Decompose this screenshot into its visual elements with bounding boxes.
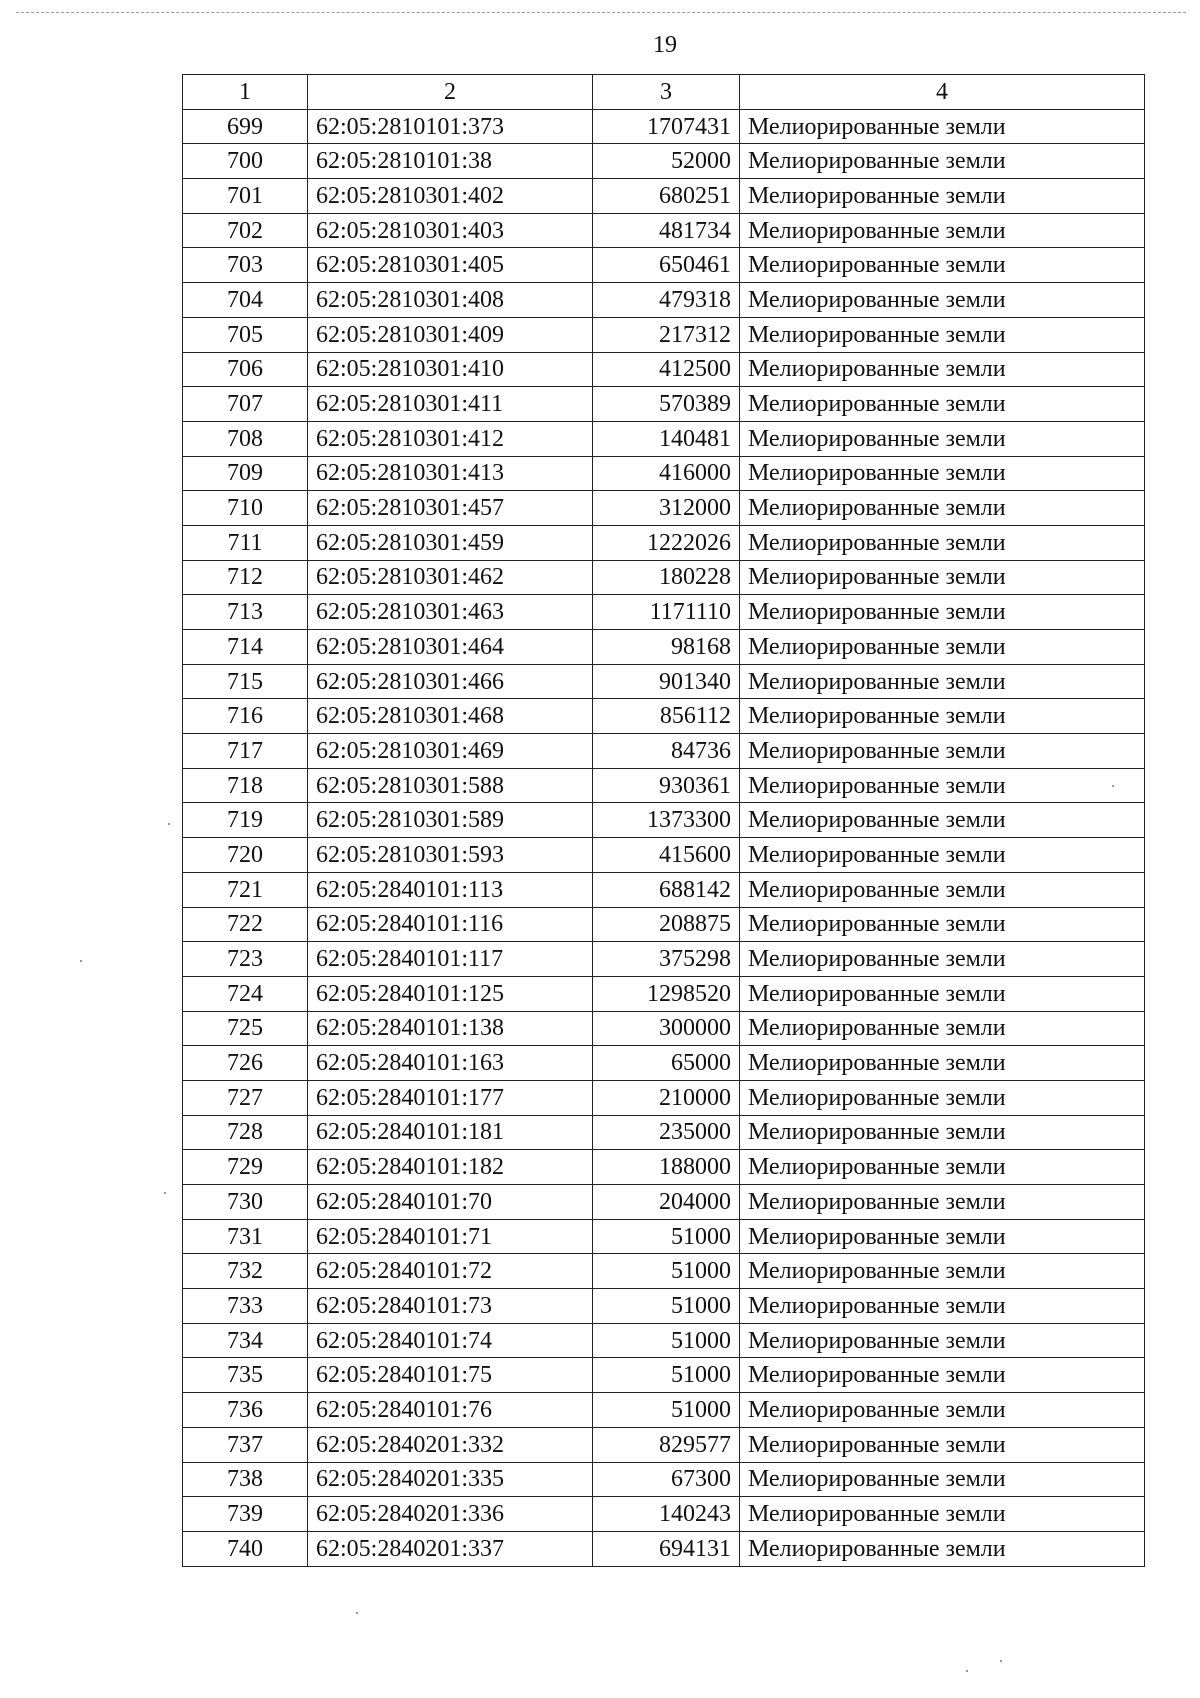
table-cell-col-4: Мелиорированные земли (740, 630, 1145, 665)
table-row (183, 1497, 1145, 1532)
table-cell-col-3: 688142 (593, 872, 740, 907)
table-cell-col-3: 67300 (593, 1462, 740, 1497)
table-cell-col-1: 727 (183, 1080, 308, 1115)
table-cell-col-1: 703 (183, 248, 308, 283)
table-cell-col-3: 312000 (593, 491, 740, 526)
table-cell-col-4: Мелиорированные земли (740, 109, 1145, 144)
table-row (183, 213, 1145, 248)
table-row (183, 1323, 1145, 1358)
table-cell-col-3: 98168 (593, 630, 740, 665)
table-cell-col-1: 739 (183, 1497, 308, 1532)
table-cell-col-3: 84736 (593, 734, 740, 769)
table-cell-col-4: Мелиорированные земли (740, 387, 1145, 422)
table-cell-col-3: 51000 (593, 1219, 740, 1254)
table-cell-col-3: 51000 (593, 1358, 740, 1393)
table-cell-col-2: 62:05:2840101:113 (308, 872, 593, 907)
header-col-4: 4 (740, 75, 1145, 110)
table-cell-col-4: Мелиорированные земли (740, 664, 1145, 699)
table-cell-col-1: 715 (183, 664, 308, 699)
table-row (183, 976, 1145, 1011)
table-cell-col-2: 62:05:2840101:74 (308, 1323, 593, 1358)
table-cell-col-1: 723 (183, 942, 308, 977)
table-cell-col-2: 62:05:2810301:469 (308, 734, 593, 769)
table-cell-col-2: 62:05:2810301:403 (308, 213, 593, 248)
table-cell-col-3: 1707431 (593, 109, 740, 144)
scan-speck (1000, 1660, 1002, 1662)
table-cell-col-1: 712 (183, 560, 308, 595)
table-cell-col-2: 62:05:2840101:182 (308, 1150, 593, 1185)
table-cell-col-2: 62:05:2840101:116 (308, 907, 593, 942)
table-cell-col-1: 709 (183, 456, 308, 491)
table-cell-col-4: Мелиорированные земли (740, 1393, 1145, 1428)
table-row (183, 525, 1145, 560)
table-row (183, 1185, 1145, 1220)
header-col-1: 1 (183, 75, 308, 110)
header-row (183, 75, 1145, 110)
table-cell-col-3: 415600 (593, 838, 740, 873)
table-cell-col-4: Мелиорированные земли (740, 872, 1145, 907)
table-row (183, 1150, 1145, 1185)
table-cell-col-2: 62:05:2840101:72 (308, 1254, 593, 1289)
table-cell-col-4: Мелиорированные земли (740, 803, 1145, 838)
table-cell-col-3: 1222026 (593, 525, 740, 560)
table-cell-col-1: 717 (183, 734, 308, 769)
table-row (183, 803, 1145, 838)
table-cell-col-3: 829577 (593, 1427, 740, 1462)
table-cell-col-2: 62:05:2840101:125 (308, 976, 593, 1011)
table-cell-col-3: 1298520 (593, 976, 740, 1011)
table-cell-col-2: 62:05:2810101:373 (308, 109, 593, 144)
table-cell-col-4: Мелиорированные земли (740, 1115, 1145, 1150)
table-header (183, 75, 1145, 110)
table-cell-col-4: Мелиорированные земли (740, 248, 1145, 283)
table-cell-col-2: 62:05:2840101:177 (308, 1080, 593, 1115)
table-cell-col-2: 62:05:2810301:457 (308, 491, 593, 526)
table-cell-col-4: Мелиорированные земли (740, 491, 1145, 526)
table-cell-col-4: Мелиорированные земли (740, 144, 1145, 179)
table-cell-col-4: Мелиорированные земли (740, 1427, 1145, 1462)
table-cell-col-4: Мелиорированные земли (740, 838, 1145, 873)
table-cell-col-4: Мелиорированные земли (740, 1358, 1145, 1393)
table-cell-col-1: 700 (183, 144, 308, 179)
table-cell-col-2: 62:05:2840101:75 (308, 1358, 593, 1393)
table-cell-col-3: 856112 (593, 699, 740, 734)
table-cell-col-3: 650461 (593, 248, 740, 283)
table-cell-col-4: Мелиорированные земли (740, 1185, 1145, 1220)
table-cell-col-1: 716 (183, 699, 308, 734)
table-cell-col-3: 204000 (593, 1185, 740, 1220)
table-cell-col-2: 62:05:2810301:463 (308, 595, 593, 630)
table-cell-col-1: 724 (183, 976, 308, 1011)
table-cell-col-3: 680251 (593, 179, 740, 214)
table-cell-col-3: 65000 (593, 1046, 740, 1081)
table-row (183, 317, 1145, 352)
table-cell-col-1: 735 (183, 1358, 308, 1393)
table-row (183, 1011, 1145, 1046)
table-cell-col-4: Мелиорированные земли (740, 1219, 1145, 1254)
table-cell-col-1: 733 (183, 1289, 308, 1324)
table-cell-col-2: 62:05:2840101:71 (308, 1219, 593, 1254)
table-cell-col-4: Мелиорированные земли (740, 421, 1145, 456)
table-cell-col-3: 217312 (593, 317, 740, 352)
table-row (183, 630, 1145, 665)
table-row (183, 1219, 1145, 1254)
table-row (183, 595, 1145, 630)
table-cell-col-3: 235000 (593, 1115, 740, 1150)
table-cell-col-4: Мелиорированные земли (740, 595, 1145, 630)
table-cell-col-4: Мелиорированные земли (740, 1080, 1145, 1115)
table-row (183, 872, 1145, 907)
scan-speck (164, 1192, 166, 1194)
table-row (183, 1462, 1145, 1497)
table-cell-col-1: 740 (183, 1531, 308, 1566)
header-col-2: 2 (308, 75, 593, 110)
table-cell-col-3: 51000 (593, 1289, 740, 1324)
table-cell-col-4: Мелиорированные земли (740, 213, 1145, 248)
table-cell-col-4: Мелиорированные земли (740, 352, 1145, 387)
table-cell-col-1: 720 (183, 838, 308, 873)
table-cell-col-1: 726 (183, 1046, 308, 1081)
table-row (183, 491, 1145, 526)
table-row (183, 1427, 1145, 1462)
table-row (183, 144, 1145, 179)
table-row (183, 560, 1145, 595)
table-cell-col-2: 62:05:2810301:468 (308, 699, 593, 734)
table-cell-col-2: 62:05:2810301:589 (308, 803, 593, 838)
table-cell-col-4: Мелиорированные земли (740, 179, 1145, 214)
table-cell-col-2: 62:05:2840101:138 (308, 1011, 593, 1046)
table-cell-col-1: 729 (183, 1150, 308, 1185)
table-cell-col-4: Мелиорированные земли (740, 734, 1145, 769)
table-row (183, 1115, 1145, 1150)
table-cell-col-1: 722 (183, 907, 308, 942)
table-cell-col-4: Мелиорированные земли (740, 1462, 1145, 1497)
table-cell-col-3: 300000 (593, 1011, 740, 1046)
table-cell-col-1: 730 (183, 1185, 308, 1220)
table-cell-col-4: Мелиорированные земли (740, 1150, 1145, 1185)
table-body (183, 109, 1145, 1566)
table-cell-col-1: 734 (183, 1323, 308, 1358)
table-cell-col-3: 52000 (593, 144, 740, 179)
table-cell-col-1: 732 (183, 1254, 308, 1289)
table-row (183, 942, 1145, 977)
table-cell-col-3: 208875 (593, 907, 740, 942)
table-row (183, 768, 1145, 803)
table-cell-col-1: 731 (183, 1219, 308, 1254)
scan-speck (1112, 785, 1114, 787)
table-cell-col-3: 140243 (593, 1497, 740, 1532)
table-cell-col-2: 62:05:2810301:466 (308, 664, 593, 699)
table-cell-col-1: 736 (183, 1393, 308, 1428)
table-row (183, 421, 1145, 456)
table-cell-col-2: 62:05:2810301:410 (308, 352, 593, 387)
table-cell-col-2: 62:05:2840201:332 (308, 1427, 593, 1462)
table-cell-col-4: Мелиорированные земли (740, 525, 1145, 560)
table-row (183, 1080, 1145, 1115)
table-cell-col-1: 702 (183, 213, 308, 248)
table-cell-col-1: 706 (183, 352, 308, 387)
table-cell-col-3: 930361 (593, 768, 740, 803)
land-parcel-table (182, 74, 1145, 1567)
scan-edge-noise (16, 12, 1186, 19)
table-cell-col-2: 62:05:2840101:117 (308, 942, 593, 977)
table-row (183, 664, 1145, 699)
table-cell-col-1: 738 (183, 1462, 308, 1497)
table-cell-col-3: 51000 (593, 1323, 740, 1358)
table-row (183, 109, 1145, 144)
table-cell-col-4: Мелиорированные земли (740, 907, 1145, 942)
table-cell-col-4: Мелиорированные земли (740, 1011, 1145, 1046)
table-cell-col-3: 412500 (593, 352, 740, 387)
table-cell-col-3: 375298 (593, 942, 740, 977)
page-number: 19 (653, 32, 677, 58)
table-cell-col-2: 62:05:2840101:163 (308, 1046, 593, 1081)
table-cell-col-2: 62:05:2840101:181 (308, 1115, 593, 1150)
table-cell-col-2: 62:05:2810301:413 (308, 456, 593, 491)
table-row (183, 1046, 1145, 1081)
table-cell-col-2: 62:05:2810301:588 (308, 768, 593, 803)
scan-speck (80, 960, 82, 962)
table-cell-col-2: 62:05:2840101:76 (308, 1393, 593, 1428)
table-cell-col-3: 180228 (593, 560, 740, 595)
table-row (183, 734, 1145, 769)
table-cell-col-1: 728 (183, 1115, 308, 1150)
table-row (183, 907, 1145, 942)
table-cell-col-4: Мелиорированные земли (740, 560, 1145, 595)
table-cell-col-4: Мелиорированные земли (740, 768, 1145, 803)
scan-speck (168, 823, 170, 825)
table-cell-col-2: 62:05:2840101:70 (308, 1185, 593, 1220)
table-row (183, 1254, 1145, 1289)
table-cell-col-4: Мелиорированные земли (740, 317, 1145, 352)
table-cell-col-2: 62:05:2810301:402 (308, 179, 593, 214)
table-cell-col-1: 710 (183, 491, 308, 526)
table-cell-col-3: 481734 (593, 213, 740, 248)
table-cell-col-2: 62:05:2810301:409 (308, 317, 593, 352)
table-cell-col-1: 704 (183, 283, 308, 318)
table-row (183, 352, 1145, 387)
header-col-3: 3 (593, 75, 740, 110)
table-cell-col-2: 62:05:2840101:73 (308, 1289, 593, 1324)
table-cell-col-2: 62:05:2840201:337 (308, 1531, 593, 1566)
table-cell-col-4: Мелиорированные земли (740, 1323, 1145, 1358)
table-cell-col-1: 718 (183, 768, 308, 803)
table-row (183, 456, 1145, 491)
table-cell-col-4: Мелиорированные земли (740, 283, 1145, 318)
table-cell-col-2: 62:05:2840201:336 (308, 1497, 593, 1532)
table-cell-col-2: 62:05:2810301:408 (308, 283, 593, 318)
table-cell-col-3: 416000 (593, 456, 740, 491)
table-cell-col-2: 62:05:2810301:593 (308, 838, 593, 873)
table-cell-col-1: 719 (183, 803, 308, 838)
table-cell-col-2: 62:05:2810301:405 (308, 248, 593, 283)
table-cell-col-2: 62:05:2810301:412 (308, 421, 593, 456)
table-row (183, 283, 1145, 318)
table-row (183, 387, 1145, 422)
table-cell-col-3: 188000 (593, 1150, 740, 1185)
table-cell-col-4: Мелиорированные земли (740, 699, 1145, 734)
table-cell-col-3: 210000 (593, 1080, 740, 1115)
table-cell-col-4: Мелиорированные земли (740, 1531, 1145, 1566)
table-cell-col-2: 62:05:2810301:464 (308, 630, 593, 665)
table-cell-col-1: 711 (183, 525, 308, 560)
table-row (183, 1289, 1145, 1324)
table-cell-col-3: 479318 (593, 283, 740, 318)
table-row (183, 838, 1145, 873)
table-cell-col-2: 62:05:2810301:462 (308, 560, 593, 595)
table-cell-col-1: 737 (183, 1427, 308, 1462)
table-row (183, 699, 1145, 734)
table-cell-col-1: 721 (183, 872, 308, 907)
table-row (183, 1393, 1145, 1428)
table-cell-col-3: 1171110 (593, 595, 740, 630)
table-cell-col-4: Мелиорированные земли (740, 1289, 1145, 1324)
table-cell-col-3: 51000 (593, 1393, 740, 1428)
scan-speck (966, 1670, 968, 1672)
table-cell-col-1: 714 (183, 630, 308, 665)
table-cell-col-1: 713 (183, 595, 308, 630)
table-cell-col-2: 62:05:2810101:38 (308, 144, 593, 179)
table-cell-col-3: 1373300 (593, 803, 740, 838)
table-row (183, 248, 1145, 283)
table-cell-col-2: 62:05:2810301:411 (308, 387, 593, 422)
table-cell-col-3: 901340 (593, 664, 740, 699)
table-row (183, 1531, 1145, 1566)
table-cell-col-3: 694131 (593, 1531, 740, 1566)
table-cell-col-4: Мелиорированные земли (740, 1254, 1145, 1289)
table-row (183, 179, 1145, 214)
table-cell-col-3: 140481 (593, 421, 740, 456)
table-cell-col-2: 62:05:2840201:335 (308, 1462, 593, 1497)
table-cell-col-4: Мелиорированные земли (740, 976, 1145, 1011)
table-cell-col-1: 707 (183, 387, 308, 422)
table-cell-col-1: 708 (183, 421, 308, 456)
table-cell-col-4: Мелиорированные земли (740, 456, 1145, 491)
table-cell-col-1: 701 (183, 179, 308, 214)
scan-speck (356, 1612, 358, 1614)
table-cell-col-1: 725 (183, 1011, 308, 1046)
table-cell-col-4: Мелиорированные земли (740, 1046, 1145, 1081)
table-cell-col-4: Мелиорированные земли (740, 942, 1145, 977)
table-cell-col-1: 699 (183, 109, 308, 144)
table-cell-col-3: 51000 (593, 1254, 740, 1289)
table-cell-col-1: 705 (183, 317, 308, 352)
table-cell-col-4: Мелиорированные земли (740, 1497, 1145, 1532)
table-cell-col-2: 62:05:2810301:459 (308, 525, 593, 560)
table-row (183, 1358, 1145, 1393)
table-cell-col-3: 570389 (593, 387, 740, 422)
